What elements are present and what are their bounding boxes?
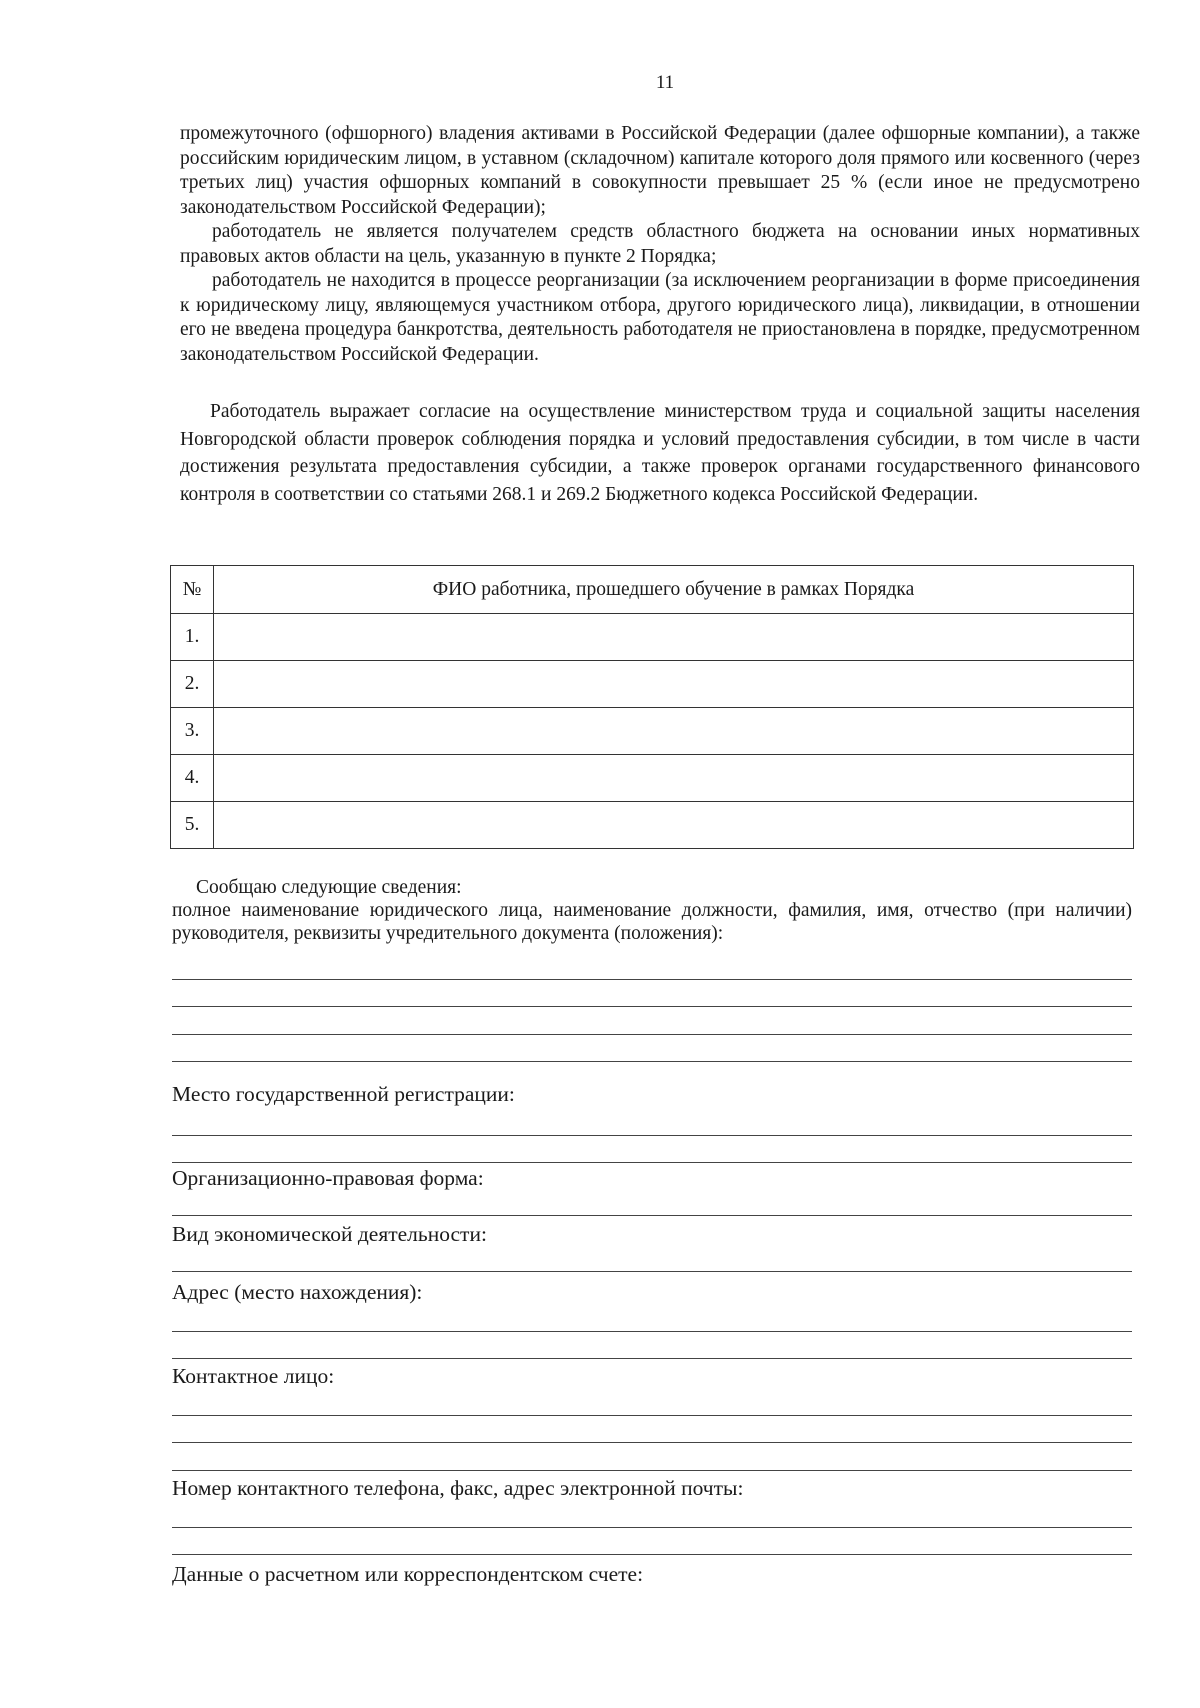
fill-line[interactable] xyxy=(172,1443,1132,1471)
table-header-row xyxy=(171,566,1134,614)
table-row xyxy=(171,755,1134,802)
activity-type-lines xyxy=(172,1244,1132,1272)
header-number: № xyxy=(171,566,214,614)
trained-employees-table xyxy=(170,565,1134,849)
fill-line[interactable] xyxy=(172,1007,1132,1035)
contact-person-label: Контактное лицо: xyxy=(172,1364,335,1388)
employee-name-cell[interactable] xyxy=(214,755,1134,802)
consent-block xyxy=(180,398,1140,508)
fill-line[interactable] xyxy=(172,952,1132,980)
table-row xyxy=(171,614,1134,661)
reorganization-paragraph: работодатель не находится в процессе реорганизации (за исключением реорганизации в форме присоединения к юридическому лицу, являющемуся участником отбора, другого юридического лица), ликвидации, в отношении его не введена процедура банкротства, деятельность работодателя не приостановлена в порядке, предусмотренном законодательством Российской Федерации. xyxy=(180,270,1140,365)
table-row xyxy=(171,802,1134,849)
row-number: 4. xyxy=(171,755,214,802)
fill-line[interactable] xyxy=(172,1416,1132,1444)
fill-line[interactable] xyxy=(172,980,1132,1008)
contacts-lines xyxy=(172,1500,1132,1555)
fill-line[interactable] xyxy=(172,1388,1132,1416)
activity-type-label: Вид экономической деятельности: xyxy=(172,1222,487,1246)
info-section xyxy=(172,876,1132,945)
account-data-label: Данные о расчетном или корреспондентском счете: xyxy=(172,1562,644,1586)
registration-place-label: Место государственной регистрации: xyxy=(172,1082,515,1106)
legal-form-label: Организационно-правовая форма: xyxy=(172,1166,484,1190)
consent-paragraph: Работодатель выражает согласие на осуществление министерством труда и социальной защиты населения Новгородской области проверок соблюдения порядка и условий предоставления субсидии, в том числе в части достижения результата предоставления субсидии, а также проверок органами государственного финансового контроля в соответствии со статьями 268.1 и 269.2 Бюджетного кодекса Российской Федерации. xyxy=(180,401,1140,505)
table-row xyxy=(171,708,1134,755)
header-employee-name: ФИО работника, прошедшего обучение в рамках Порядка xyxy=(214,566,1134,614)
row-number: 1. xyxy=(171,614,214,661)
employee-name-cell[interactable] xyxy=(214,708,1134,755)
fill-line[interactable] xyxy=(172,1136,1132,1164)
fill-line[interactable] xyxy=(172,1188,1132,1216)
employee-name-cell[interactable] xyxy=(214,802,1134,849)
row-number: 3. xyxy=(171,708,214,755)
info-intro: Сообщаю следующие сведения: xyxy=(196,877,462,898)
row-number: 5. xyxy=(171,802,214,849)
fill-line[interactable] xyxy=(172,1528,1132,1556)
offshore-paragraph: промежуточного (офшорного) владения активами в Российской Федерации (далее офшорные компании), а также российским юридическим лицом, в уставном (складочном) капитале которого доля прямого или косвенного (через третьих лиц) участия офшорных компаний в совокупности превышает 25 % (если иное не предусмотрено законодательством Российской Федерации); xyxy=(180,123,1140,218)
registration-place-lines xyxy=(172,1108,1132,1163)
full-name-label: полное наименование юридического лица, наименование должности, фамилия, имя, отчество (при наличии) руководителя, реквизиты учредительного документа (положения): xyxy=(172,900,1132,944)
eligibility-conditions xyxy=(180,122,1140,367)
table-row xyxy=(171,661,1134,708)
contact-person-lines xyxy=(172,1388,1132,1471)
employee-name-cell[interactable] xyxy=(214,614,1134,661)
fill-line[interactable] xyxy=(172,1108,1132,1136)
full-name-lines xyxy=(172,952,1132,1062)
fill-line[interactable] xyxy=(172,1244,1132,1272)
fill-line[interactable] xyxy=(172,1304,1132,1332)
fill-line[interactable] xyxy=(172,1500,1132,1528)
address-label: Адрес (место нахождения): xyxy=(172,1280,423,1304)
address-lines xyxy=(172,1304,1132,1359)
page-number: 11 xyxy=(655,72,675,93)
row-number: 2. xyxy=(171,661,214,708)
contacts-label: Номер контактного телефона, факс, адрес электронной почты: xyxy=(172,1476,744,1500)
legal-form-lines xyxy=(172,1188,1132,1216)
fill-line[interactable] xyxy=(172,1332,1132,1360)
fill-line[interactable] xyxy=(172,1035,1132,1063)
budget-paragraph: работодатель не является получателем средств областного бюджета на основании иных нормативных правовых актов области на цель, указанную в пункте 2 Порядка; xyxy=(180,221,1140,267)
employee-name-cell[interactable] xyxy=(214,661,1134,708)
